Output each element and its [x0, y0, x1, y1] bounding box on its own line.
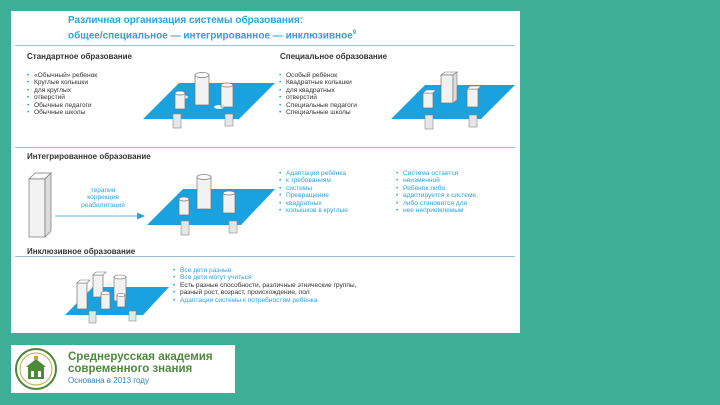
adaptation-arrow — [55, 211, 145, 221]
special-list — [279, 72, 357, 116]
standard-section-title: Стандартное образование — [27, 52, 132, 61]
list-item-continued: • разный рост, возраст, происхождение, пол — [173, 289, 357, 296]
academy-logo — [11, 345, 235, 393]
list-item: • Все дети разные — [173, 267, 357, 274]
list-item: • Ребёнок либо — [396, 185, 478, 192]
list-item-continued: • отверстий — [279, 94, 357, 101]
list-item-continued: • либо становится для — [396, 200, 478, 207]
inclusive-list — [173, 267, 357, 304]
academy-founded: Основана в 2013 году — [68, 376, 149, 385]
round-pegs-platform-illustration — [139, 69, 275, 139]
list-item: • Обычные педагоги — [27, 102, 97, 109]
integrated-system-list — [396, 170, 478, 214]
list-item-continued: • квадратных — [279, 200, 348, 207]
list-item: • Есть разные способности, различные этнические группы, — [173, 282, 357, 289]
list-item: • Адаптация системы к потребностям ребёнка — [173, 297, 357, 304]
list-item: • Превращение — [279, 192, 348, 199]
list-item: • Обычные школы — [27, 109, 97, 116]
list-item-continued: • нее неприемлемым — [396, 207, 478, 214]
arrow-label-line: терапия — [90, 187, 116, 194]
list-item-continued: • системы — [279, 185, 348, 192]
divider-inclusive — [15, 256, 515, 257]
diagram-slide — [11, 11, 520, 333]
footnote-mark: 9 — [352, 30, 357, 36]
divider-top — [15, 45, 515, 46]
list-item: • Особый ребёнок — [279, 72, 357, 79]
title-line-2: общее/специальное — интегрированное — инклюзивное$^9$ — [68, 30, 357, 42]
list-item-continued: • для круглых — [27, 87, 97, 94]
integrated-child-adaptation-list — [279, 170, 348, 214]
arrow-label-line: коррекция — [87, 194, 119, 202]
special-section-title: Специальное образование — [280, 52, 388, 61]
square-peg-column-icon — [25, 169, 55, 241]
arrow-label-line: реабилитация — [81, 201, 125, 209]
academy-emblem-icon — [14, 347, 58, 391]
square-pegs-platform-illustration — [387, 69, 517, 139]
list-item: • Специальные школы — [279, 109, 357, 116]
list-item-continued: • к требованиям — [279, 177, 348, 184]
list-item: • Круглые колышки — [27, 79, 97, 86]
arrow-label — [71, 187, 135, 209]
list-item-continued: • для квадратных — [279, 87, 357, 94]
title-line-1: Различная организация системы образования: — [68, 15, 304, 26]
list-item: • Квадратные колышки — [279, 79, 357, 86]
list-item: • Специальные педагоги — [279, 102, 357, 109]
list-item: • Адаптация ребёнка — [279, 170, 348, 177]
academy-name-line: современного знания — [68, 363, 193, 375]
integrated-platform-illustration — [143, 171, 275, 247]
list-item-continued: • колышков в круглые — [279, 207, 348, 214]
divider-integrated — [15, 147, 515, 148]
list-item-continued: • адаптируется к системе, — [396, 192, 478, 199]
list-item-continued: • отверстий — [27, 94, 97, 101]
list-item: • Система остается — [396, 170, 478, 177]
list-item: • «Обычный» ребенок — [27, 72, 97, 79]
academy-name-line: Среднерусская академия — [68, 351, 213, 363]
list-item-continued: • неизменной — [396, 177, 478, 184]
academy-name — [68, 351, 213, 375]
integrated-section-title: Интегрированное образование — [27, 152, 151, 161]
list-item: • Все дети могут учиться — [173, 274, 357, 281]
inclusive-section-title: Инклюзивное образование — [27, 247, 136, 256]
slide-title — [68, 15, 356, 42]
mixed-pegs-platform-illustration — [59, 269, 171, 331]
standard-list — [27, 72, 97, 116]
